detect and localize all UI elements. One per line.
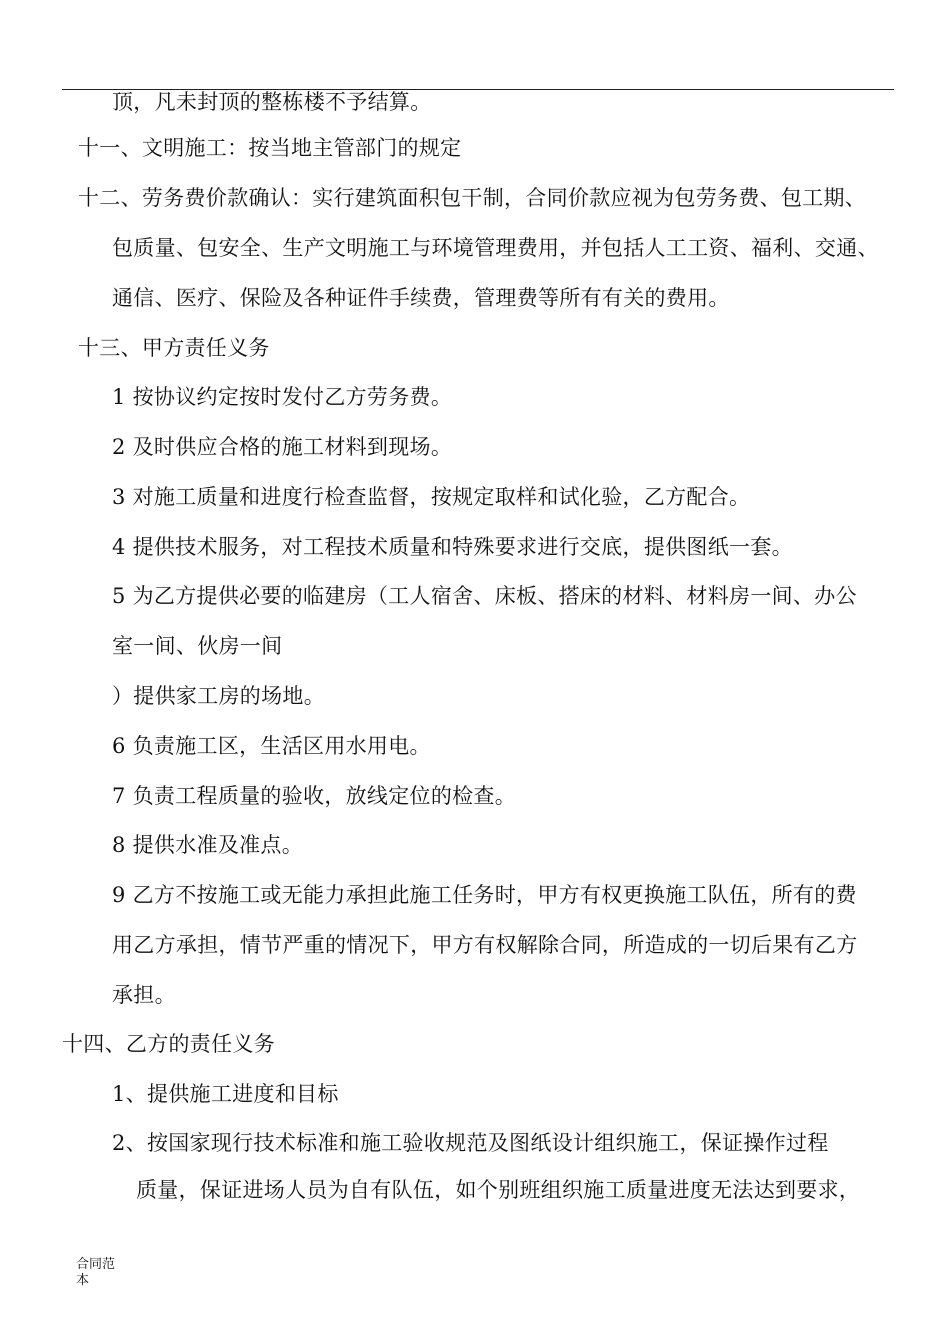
list-item: 3 对施工质量和进度行检查监督，按规定取样和试化验，乙方配合。: [112, 485, 751, 509]
list-item: 1 按协议约定按时发付乙方劳务费。: [112, 385, 453, 409]
text-line: 承担。: [112, 983, 176, 1007]
list-item: 2 及时供应合格的施工材料到现场。: [112, 435, 453, 459]
section-heading-14: 十四、乙方的责任义务: [62, 1032, 275, 1056]
list-item: 9 乙方不按施工或无能力承担此施工任务时，甲方有权更换施工队伍，所有的费: [112, 883, 857, 907]
footer-label: 合同范本: [76, 1257, 116, 1288]
list-item: 4 提供技术服务，对工程技术质量和特殊要求进行交底，提供图纸一套。: [112, 535, 793, 559]
list-item: 6 负责施工区，生活区用水用电。: [112, 734, 431, 758]
list-item: 1、提供施工进度和目标: [112, 1082, 339, 1106]
text-line: 通信、医疗、保险及各种证件手续费，管理费等所有有关的费用。: [112, 286, 730, 310]
section-heading-13: 十三、甲方责任义务: [78, 336, 270, 360]
text-line: ）提供家工房的场地。: [112, 684, 325, 708]
text-line: 用乙方承担，情节严重的情况下，甲方有权解除合同，所造成的一切后果有乙方: [112, 933, 858, 957]
text-line: 室一间、伙房一间: [112, 634, 283, 658]
list-item: 2、按国家现行技术标准和施工验收规范及图纸设计组织施工，保证操作过程: [112, 1131, 829, 1155]
list-item: 8 提供水准及准点。: [112, 833, 304, 857]
list-item: 7 负责工程质量的验收，放线定位的检查。: [112, 784, 517, 808]
section-heading-12: 十二、劳务费价款确认：实行建筑面积包干制，合同价款应视为包劳务费、包工期、: [78, 186, 867, 210]
text-line: 质量，保证进场人员为自有队伍，如个别班组织施工质量进度无法达到要求，: [136, 1178, 861, 1202]
text-line: 顶，凡未封顶的整栋楼不予结算。: [112, 90, 432, 114]
list-item: 5 为乙方提供必要的临建房（工人宿舍、床板、搭床的材料、材料房一间、办公: [112, 584, 857, 608]
text-line: 包质量、包安全、生产文明施工与环境管理费用，并包括人工工资、福利、交通、: [112, 236, 879, 260]
section-heading-11: 十一、文明施工：按当地主管部门的规定: [78, 136, 462, 160]
